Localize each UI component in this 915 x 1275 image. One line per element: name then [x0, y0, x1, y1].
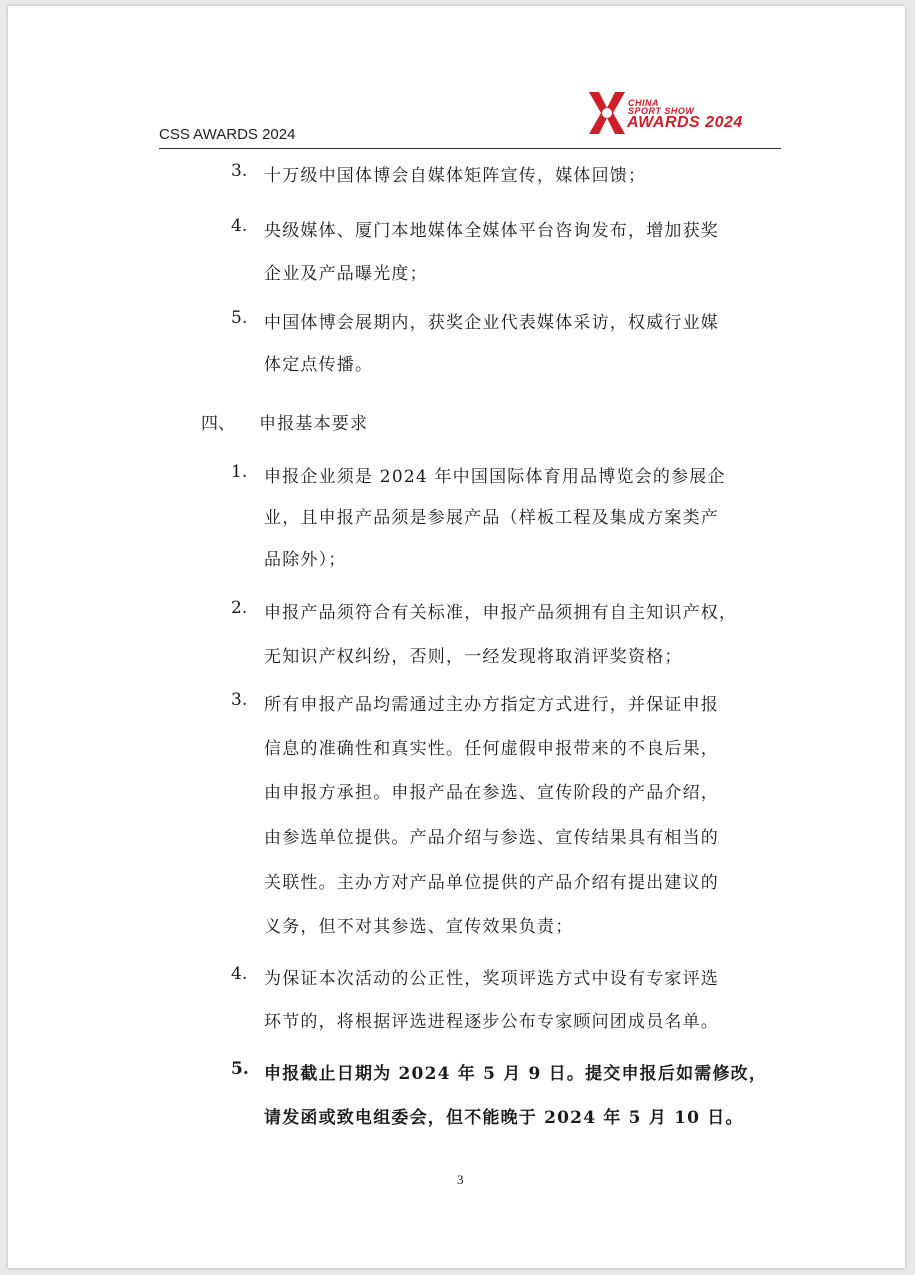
page-number: 3	[457, 1172, 464, 1187]
list-number: 3.	[231, 161, 248, 181]
logo-line-sport-show: SPORT SHOW	[628, 106, 695, 116]
css-awards-logo	[585, 90, 770, 140]
section-number: 四、	[201, 414, 235, 434]
list-item-line: 无知识产权纠纷，否则，一经发现将取消评奖资格；	[264, 647, 683, 667]
deadline-line: 请发函或致电组委会，但不能晚于 2024 年 5 月 10 日。	[264, 1108, 744, 1128]
header-divider	[159, 148, 781, 149]
list-number: 4.	[231, 216, 248, 236]
list-item-line: 关联性。主办方对产品单位提供的产品介绍有提出建议的	[264, 873, 719, 893]
list-number: 3.	[231, 690, 248, 710]
list-item-line: 企业及产品曝光度；	[264, 264, 428, 284]
list-item-line: 环节的，将根据评选进程逐步公布专家顾问团成员名单。	[264, 1012, 719, 1032]
list-number: 1.	[231, 462, 248, 482]
header-title: CSS AWARDS 2024	[159, 126, 296, 143]
section-title: 申报基本要求	[259, 414, 369, 434]
list-item-line: 十万级中国体博会自媒体矩阵宣传，媒体回馈；	[264, 166, 647, 186]
list-item-line: 为保证本次活动的公正性，奖项评选方式中设有专家评选	[264, 969, 719, 989]
list-item-line: 央级媒体、厦门本地媒体全媒体平台咨询发布，增加获奖	[264, 221, 719, 241]
deadline-line: 申报截止日期为 2024 年 5 月 9 日。提交申报后如需修改，	[264, 1064, 768, 1084]
list-item-line: 品除外）；	[264, 550, 347, 570]
logo-line-awards: AWARDS 2024	[627, 114, 743, 131]
document-page	[8, 6, 905, 1268]
list-item-line: 申报产品须符合有关标准，申报产品须拥有自主知识产权，	[264, 603, 738, 623]
list-item-line: 信息的准确性和真实性。任何虚假申报带来的不良后果，	[264, 739, 719, 759]
list-item-line: 申报企业须是 2024 年中国国际体育用品博览会的参展企	[264, 467, 726, 487]
sport-show-logo-icon	[585, 90, 629, 136]
logo-line-china: CHINA	[628, 98, 659, 108]
list-item-line: 业，且申报产品须是参展产品（样板工程及集成方案类产	[264, 508, 719, 528]
list-item-line: 体定点传播。	[264, 355, 374, 375]
list-number: 2.	[231, 598, 248, 618]
list-item-line: 由申报方承担。申报产品在参选、宣传阶段的产品介绍，	[264, 783, 719, 803]
list-item-line: 义务，但不对其参选、宣传效果负责；	[264, 917, 574, 937]
list-item-line: 中国体博会展期内，获奖企业代表媒体采访，权威行业媒	[264, 313, 719, 333]
list-item-line: 所有申报产品均需通过主办方指定方式进行，并保证申报	[264, 695, 719, 715]
list-number: 5.	[231, 308, 248, 328]
list-number: 5.	[231, 1059, 249, 1079]
list-number: 4.	[231, 964, 248, 984]
list-item-line: 由参选单位提供。产品介绍与参选、宣传结果具有相当的	[264, 828, 719, 848]
